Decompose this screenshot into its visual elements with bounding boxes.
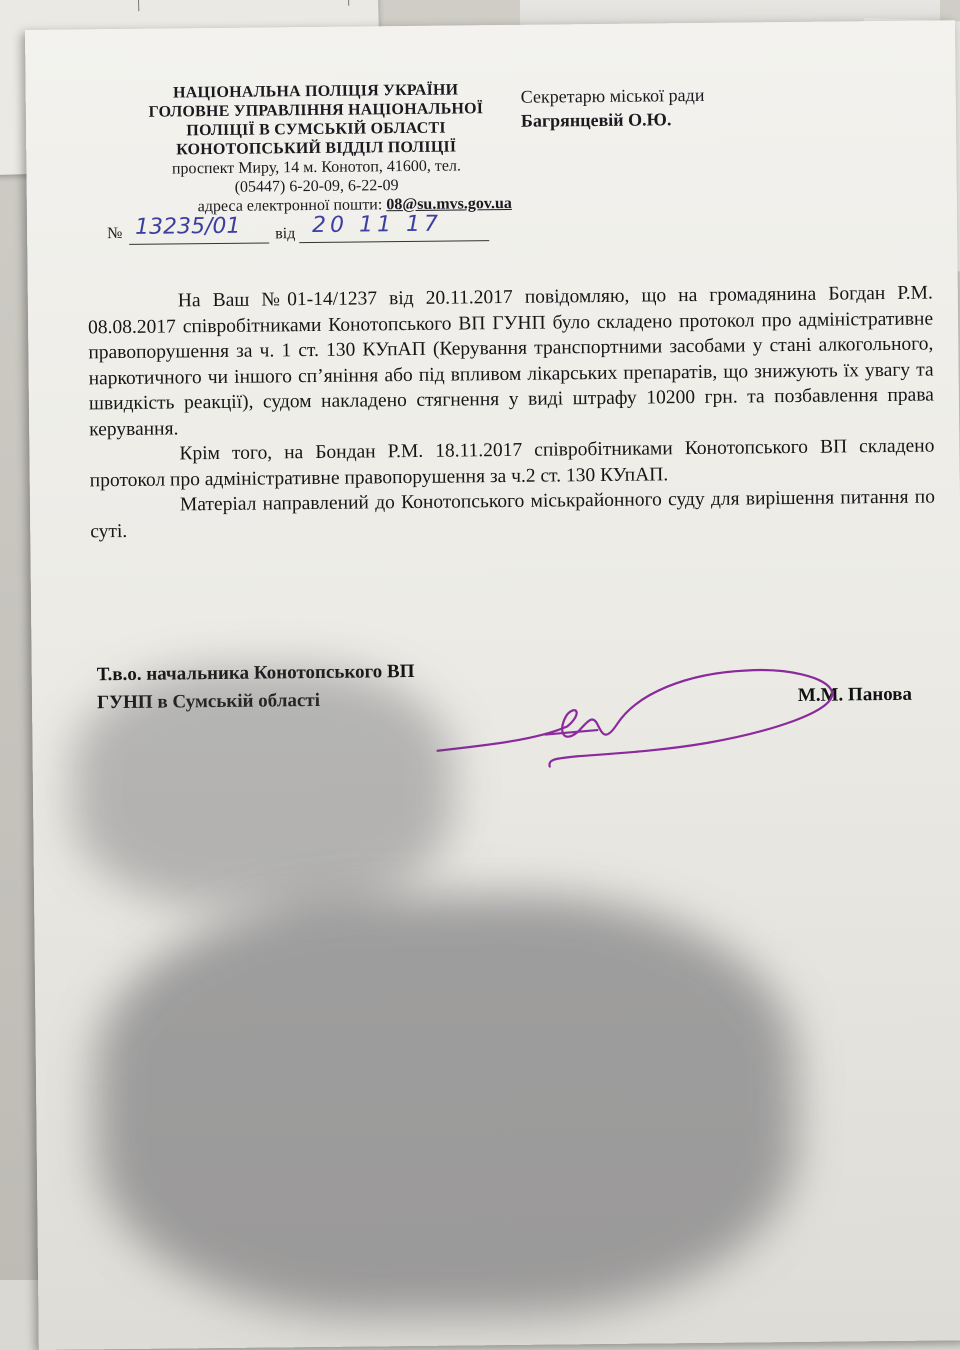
body-paragraph: Крім того, на Бондан Р.М. 18.11.2017 співробітниками Конотопського ВП складено протокол про адміністративне правопорушення за ч.2 ст. 130 КУпАП. <box>89 435 935 491</box>
handwritten-date: 20 11 17 <box>311 211 443 239</box>
shadow-overlay <box>72 666 454 910</box>
body-paragraph: Матеріал направлений до Конотопського міськрайонного суду для вирішення питання по суті. <box>90 486 936 542</box>
date-label: від <box>275 225 296 243</box>
letterhead <box>121 80 512 217</box>
org-line: ГОЛОВНЕ УПРАВЛІННЯ НАЦІОНАЛЬНОЇ <box>148 100 484 121</box>
address-line: (05447) 6-20-09, 6-22-09 <box>234 177 399 196</box>
signatory-title: Т.в.о. начальника Конотопського ВП <box>96 660 415 686</box>
signatory-department: ГУНП в Сумській області <box>96 689 321 714</box>
addressee <box>521 83 705 133</box>
body-paragraph: На Ваш №01-14/1237 від 20.11.2017 повідомляю, що на громадянина Богдан Р.М. 08.08.2017 співробітниками Конотопського ВП ГУНП було складено протокол про адміністративне правопорушення за ч. 1 ст. 130 КУпАП (Керування транспортними засобами у стані алкогольного, наркотичного чи іншого сп’яніння або під впливом лікарських препаратів, що знижують їх увагу та швидкість реакції), судом накладено стягнення у виді штрафу 10200 грн. та позбавлення права керування. <box>88 282 934 440</box>
signatory-name: М.М. Панова <box>797 683 913 706</box>
signature-stroke <box>437 669 833 767</box>
shadow-overlay <box>94 892 798 1319</box>
number-label: № <box>107 224 123 243</box>
letter-page <box>25 20 960 1350</box>
org-line: КОНОТОПСЬКИЙ ВІДДІЛ ПОЛІЦІЇ <box>176 138 457 159</box>
number-underline <box>129 242 269 244</box>
address-line: проспект Миру, 14 м. Конотоп, 41600, тел. <box>171 157 462 178</box>
addressee-title: Секретарю міської ради <box>520 84 705 107</box>
date-underline <box>299 240 489 243</box>
table-line <box>138 0 140 11</box>
letter-body <box>88 281 936 545</box>
handwritten-number: 13235/01 <box>134 213 241 240</box>
addressee-name: Багрянцевій О.Ю. <box>520 109 672 131</box>
table-line <box>347 0 349 6</box>
org-line: НАЦІОНАЛЬНА ПОЛІЦІЯ УКРАЇНИ <box>172 81 459 102</box>
email-address: 08@su.mvs.gov.ua <box>386 194 512 214</box>
org-line: ПОЛІЦІЇ В СУМСЬКІЙ ОБЛАСТІ <box>186 119 446 140</box>
reference-row <box>107 211 527 251</box>
email-label: адреса електронної пошти: <box>197 196 387 216</box>
handwritten-signature <box>427 651 848 775</box>
